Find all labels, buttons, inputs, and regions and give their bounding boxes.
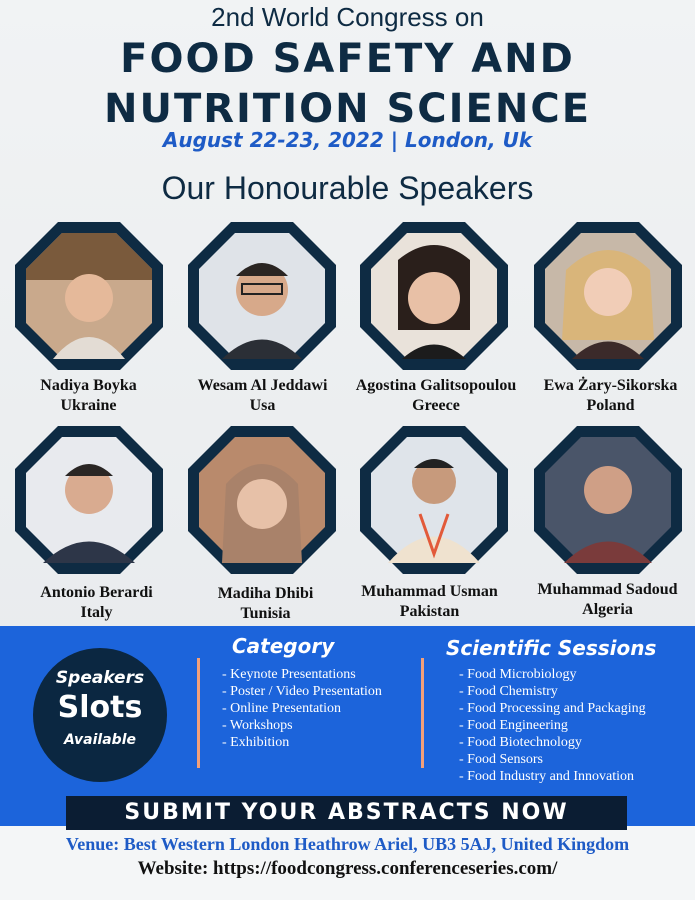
badge-line-3: Available: [63, 732, 136, 748]
speaker-country: Pakistan: [399, 603, 460, 620]
event-date: August 22-23, 2022 | London, Uk: [162, 128, 533, 152]
speaker-country: Usa: [249, 397, 276, 414]
divider-right: [421, 658, 424, 768]
speaker-name: Wesam Al Jeddawi: [197, 377, 328, 394]
list-item: - Food Engineering: [459, 718, 568, 733]
speaker-photo-8: [532, 424, 684, 576]
speaker-photo-6: [186, 424, 338, 576]
sessions-heading: Scientific Sessions: [446, 636, 657, 660]
submit-abstracts-banner[interactable]: SUBMIT YOUR ABSTRACTS NOW: [66, 796, 627, 830]
speaker-card-2: [175, 376, 350, 416]
speaker-name: Madiha Dhibi: [217, 585, 314, 602]
speaker-name: Agostina Galitsopoulou: [355, 377, 517, 394]
website-link[interactable]: Website: https://foodcongress.conferenceseries.com/: [137, 858, 558, 879]
speaker-photo-1: [13, 220, 165, 372]
list-item: - Workshops: [222, 718, 293, 733]
list-item: - Food Sensors: [459, 752, 544, 767]
speaker-name: Muhammad Usman: [361, 583, 498, 600]
speaker-card-7: [342, 582, 517, 622]
speaker-country: Algeria: [582, 601, 633, 618]
list-item: - Food Chemistry: [459, 684, 558, 699]
venue-text: Venue: Best Western London Heathrow Ariel, UB3 5AJ, United Kingdom: [65, 834, 630, 854]
badge-line-2: Slots: [57, 690, 143, 725]
category-list: [222, 666, 382, 751]
speaker-country: Poland: [586, 397, 635, 414]
congress-subtitle: 2nd World Congress on: [211, 2, 484, 32]
list-item: - Poster / Video Presentation: [222, 684, 382, 699]
list-item: - Food Processing and Packaging: [459, 701, 646, 716]
speaker-photo-5: [13, 424, 165, 576]
speaker-country: Ukraine: [60, 397, 117, 414]
category-heading: Category: [232, 634, 335, 658]
speaker-photo-7: [358, 424, 510, 576]
list-item: - Food Biotechnology: [459, 735, 582, 750]
speaker-card-4: [523, 376, 695, 416]
speaker-country: Italy: [80, 604, 113, 621]
list-item: - Exhibition: [222, 735, 290, 750]
title-line-2: NUTRITION SCIENCE: [103, 86, 592, 132]
speaker-card-5: [9, 583, 184, 623]
speaker-country: Greece: [412, 397, 460, 414]
speaker-photo-3: [358, 220, 510, 372]
speakers-heading: Our Honourable Speakers: [161, 170, 534, 206]
speaker-country: Tunisia: [240, 605, 291, 622]
divider-left: [197, 658, 200, 768]
speaker-card-6: [178, 584, 353, 624]
title-line-1: FOOD SAFETY AND: [120, 36, 575, 82]
speaker-photo-4: [532, 220, 684, 372]
list-item: - Food Microbiology: [459, 667, 577, 682]
speaker-card-8: [520, 580, 695, 620]
speaker-name: Ewa Żary-Sikorska: [543, 377, 678, 394]
list-item: - Food Industry and Innovation: [459, 769, 634, 784]
speaker-name: Antonio Berardi: [40, 584, 153, 601]
speaker-slots-badge: [33, 648, 167, 782]
speaker-card-3: [341, 376, 531, 416]
sessions-list: [459, 666, 646, 785]
badge-line-1: Speakers: [55, 668, 145, 688]
speaker-name: Nadiya Boyka: [40, 377, 137, 394]
speaker-name: Muhammad Sadoud: [537, 581, 678, 598]
speaker-photo-2: [186, 220, 338, 372]
list-item: - Keynote Presentations: [222, 667, 356, 682]
speaker-card-1: [1, 376, 176, 416]
list-item: - Online Presentation: [222, 701, 341, 716]
